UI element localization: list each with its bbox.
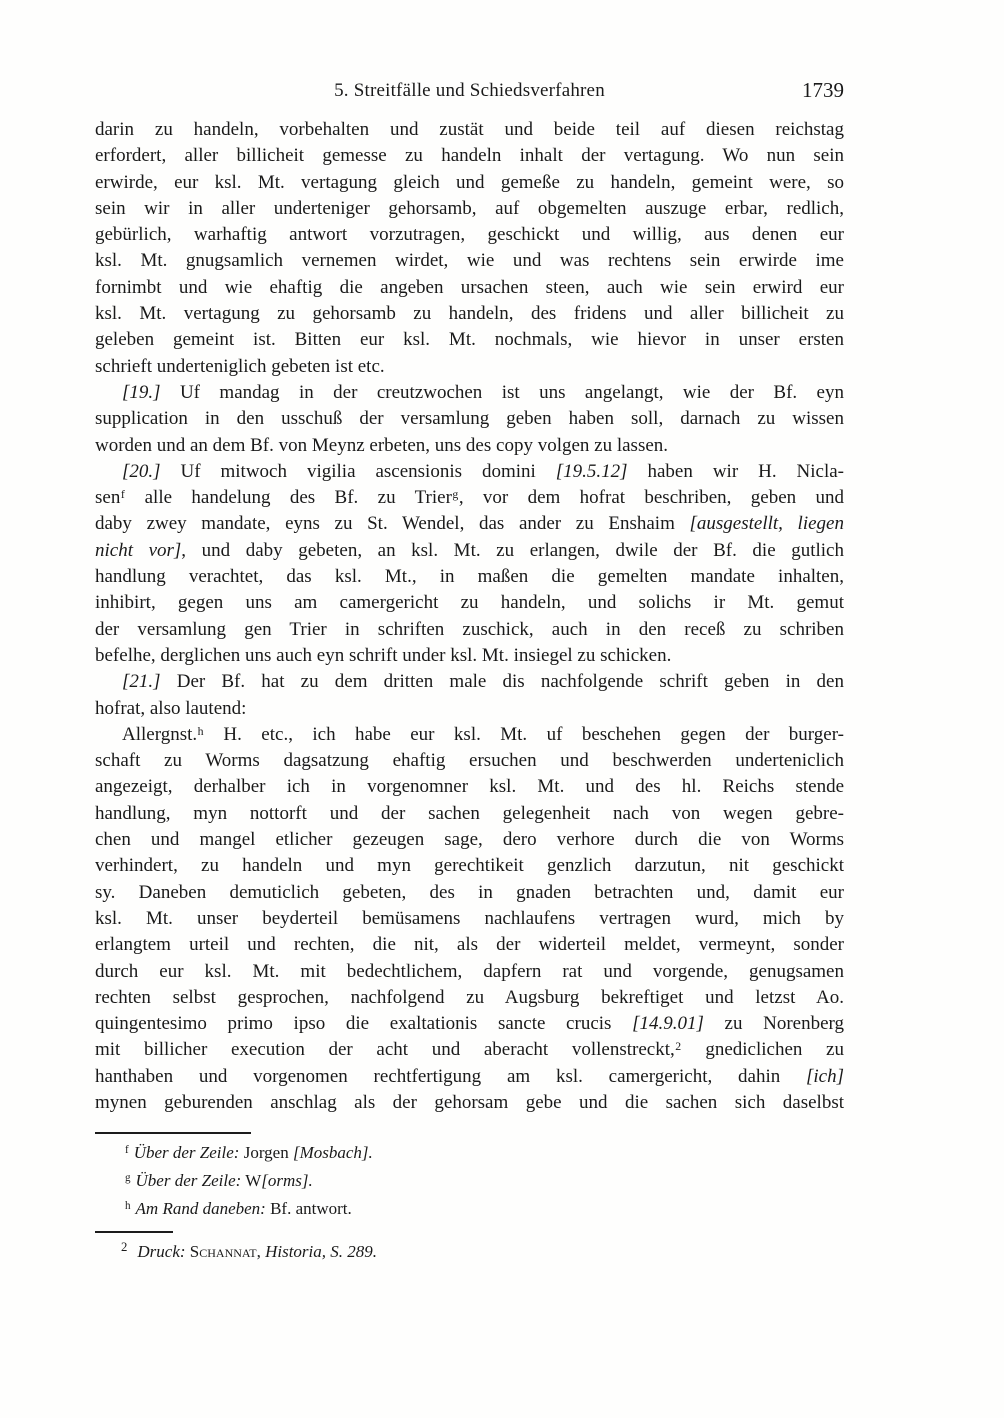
- text-segment: handlung verachtet, das ksl. Mt., in maßen die gemelten mandate inhalten,: [95, 566, 844, 588]
- text-segment: quingentesimo primo ipso die exaltationis sancte crucis: [95, 1013, 633, 1035]
- text-line: [95, 827, 844, 853]
- footnote-marker: g: [125, 1172, 131, 1185]
- italic-text-segment: [ich]: [806, 1065, 844, 1087]
- text-segment: mynen geburenden anschlag als der gehorsam gebe und die sachen sich daselbst: [95, 1091, 844, 1113]
- text-line: [95, 248, 844, 274]
- text-segment: verhindert, zu handeln und myn gerechtikeit genzlich darzutun, nit geschickt: [95, 855, 844, 877]
- text-segment: der versamlung gen Trier in schriften zuschick, auch in den receß zu schriben: [95, 618, 844, 640]
- text-line: [95, 170, 844, 196]
- text-line: [95, 406, 844, 432]
- text-line: [95, 959, 844, 985]
- text-segment: W: [241, 1171, 262, 1190]
- text-line: [95, 722, 844, 748]
- italic-text-segment: [19.]: [122, 381, 161, 403]
- text-line: [95, 275, 844, 301]
- text-line: [95, 222, 844, 248]
- text-segment: ,: [256, 1242, 266, 1261]
- italic-text-segment: [14.9.01]: [632, 1013, 704, 1035]
- text-line: [95, 433, 844, 459]
- text-segment: erwirde, eur ksl. Mt. vertagung gleich und gemeße zu handeln, gemeint were, so: [95, 171, 844, 193]
- text-line: [95, 985, 844, 1011]
- italic-text-segment: [19.5.12]: [555, 460, 628, 482]
- text-segment: erlangtem urteil und rechten, die nit, als der widerteil meldet, vermeynt, sonder: [95, 934, 844, 956]
- smallcaps-text-segment: Schannat: [189, 1242, 257, 1261]
- italic-text-segment: [ausgestellt, liegen: [689, 513, 844, 535]
- text-segment: mit billicher execution der acht und aberacht vollenstreckt,: [95, 1039, 675, 1061]
- text-line: [95, 748, 844, 774]
- text-line: [95, 117, 844, 143]
- text-segment: haben wir H. Nicla-: [627, 460, 845, 482]
- italic-text-segment: nicht vor]: [95, 539, 182, 561]
- text-segment: schaft zu Worms dagsatzung ehaftig ersuchen und beschwerden underteniclich: [95, 750, 844, 772]
- text-segment: Der Bf. hat zu dem dritten male dis nachfolgende schrift geben in den: [160, 671, 844, 693]
- text-segment: inhibirt, gegen uns am camergericht zu handeln, und solichs ir Mt. gemut: [95, 592, 844, 614]
- text-segment: handlung, myn nottorft und der sachen gelegenheit nach von wegen gebre-: [95, 802, 844, 824]
- italic-text-segment: Historia, S. 289.: [265, 1242, 378, 1261]
- apparatus-footnote: [95, 1196, 844, 1224]
- footnote-reference-marker: g: [452, 487, 459, 501]
- italic-text-segment: [orms].: [261, 1171, 313, 1190]
- text-line: [95, 511, 844, 537]
- text-segment: daby zwey mandate, eyns zu St. Wendel, das ander zu Enshaim: [95, 513, 690, 535]
- text-segment: ksl. Mt. gnugsamlich vernemen wirdet, wie und was rechtens sein erwirde ime: [95, 250, 844, 272]
- running-title: 5. Streitfälle und Schiedsverfahren: [334, 80, 605, 101]
- text-line: [95, 932, 844, 958]
- text-line: [95, 538, 844, 564]
- text-line: [95, 617, 844, 643]
- text-line: [95, 380, 844, 406]
- apparatus-footnote: [95, 1168, 844, 1196]
- footnote-area: [95, 1132, 844, 1266]
- numbered-footnotes: [95, 1239, 844, 1266]
- text-line: [95, 485, 844, 511]
- text-segment: worden und an dem Bf. von Meynz erbeten, uns des copy volgen zu lassen.: [95, 434, 669, 456]
- text-segment: erfordert, aller billicheit gemesse zu handeln inhalt der vertagung. Wo nun sein: [95, 145, 844, 167]
- text-segment: fornimbt und wie ehaftig die angeben ursachen steen, auch wie sein erwird eur: [95, 276, 844, 298]
- text-segment: Uf mitwoch vigilia ascensionis domini: [160, 460, 556, 482]
- main-text-column: [95, 117, 844, 1116]
- italic-text-segment: [21.]: [122, 671, 161, 693]
- italic-text-segment: Über der Zeile:: [133, 1143, 240, 1162]
- running-header: [95, 80, 844, 106]
- text-segment: sen: [95, 487, 121, 509]
- italic-text-segment: Über der Zeile:: [135, 1171, 242, 1190]
- text-line: [95, 301, 844, 327]
- text-line: [95, 354, 844, 380]
- text-line: [95, 1037, 844, 1063]
- text-line: [95, 853, 844, 879]
- italic-text-segment: [Mosbach].: [292, 1143, 373, 1162]
- text-segment: ksl. Mt. unser beyderteil bemüsamens nachlaufens vertragen wurd, mich by: [95, 907, 844, 929]
- text-line: [95, 590, 844, 616]
- text-line: [95, 696, 844, 722]
- text-line: [95, 880, 844, 906]
- apparatus-footnote: [95, 1140, 844, 1168]
- text-segment: supplication in den usschuß der versamlung geben haben soll, darnach zu wissen: [95, 408, 844, 430]
- text-segment: hofrat, also lautend:: [95, 697, 247, 719]
- numbered-footnote: [95, 1239, 844, 1266]
- text-segment: Uf mandag in der creutzwochen ist uns angelangt, wie der Bf. eyn: [160, 381, 844, 403]
- text-segment: hanthaben und vorgenomen rechtfertigung am ksl. camergericht, dahin: [95, 1065, 806, 1087]
- text-segment: , und daby gebeten, an ksl. Mt. zu erlangen, dwile der Bf. die gutlich: [181, 539, 844, 561]
- text-line: [95, 459, 844, 485]
- text-segment: rechten selbst gesprochen, nachfolgend zu Augsburg bekreftiget und letzst Ao.: [95, 986, 844, 1008]
- text-segment: Jorgen: [239, 1143, 293, 1162]
- text-segment: zu Norenberg: [703, 1013, 844, 1035]
- text-segment: sein wir in aller underteniger gehorsamb, auf obgemelten auszuge erbar, redlich,: [95, 197, 844, 219]
- text-segment: geleben gemeint ist. Bitten eur ksl. Mt. nochmals, wie hievor in unser ersten: [95, 329, 844, 351]
- italic-text-segment: [20.]: [122, 460, 161, 482]
- footnote-marker: 2: [121, 1240, 128, 1255]
- italic-text-segment: Druck:: [137, 1242, 186, 1261]
- text-line: [95, 1090, 844, 1116]
- footnote-reference-marker: h: [197, 724, 204, 738]
- text-line: [95, 1064, 844, 1090]
- text-line: [95, 643, 844, 669]
- text-segment: gebürlich, warhaftig antwort vorzutragen, geschickt und willig, aus denen eur: [95, 224, 844, 246]
- text-segment: Allergnst.: [122, 723, 198, 745]
- text-segment: H. etc., ich habe eur ksl. Mt. uf beschehen gegen der burger-: [204, 723, 844, 745]
- text-segment: schrieft underteniglich gebeten ist etc.: [95, 355, 385, 377]
- text-line: [95, 1011, 844, 1037]
- apparatus-footnotes: [95, 1140, 844, 1224]
- text-segment: sy. Daneben demuticlich gebeten, des in gnaden betrachten und, damit eur: [95, 881, 844, 903]
- text-line: [95, 669, 844, 695]
- text-segment: gnediclichen zu: [681, 1039, 844, 1061]
- text-line: [95, 143, 844, 169]
- text-segment: alle handelung des Bf. zu Trier: [125, 487, 452, 509]
- text-segment: , vor dem hofrat beschriben, geben und: [458, 487, 845, 509]
- text-segment: Bf. antwort.: [265, 1199, 352, 1218]
- italic-text-segment: Am Rand daneben:: [135, 1199, 266, 1218]
- text-line: [95, 774, 844, 800]
- text-segment: ksl. Mt. vertagung zu gehorsamb zu handeln, des fridens und aller billicheit zu: [95, 303, 844, 325]
- text-line: [95, 564, 844, 590]
- text-line: [95, 196, 844, 222]
- text-segment: angezeigt, derhalber ich in vorgenomner ksl. Mt. und des hl. Reichs stende: [95, 776, 844, 798]
- footnote-separator-rule: [95, 1231, 173, 1233]
- footnote-reference-marker: 2: [675, 1040, 682, 1054]
- footnote-reference-marker: f: [120, 487, 125, 501]
- footnote-marker: h: [125, 1200, 131, 1213]
- apparatus-separator-rule: [95, 1132, 251, 1134]
- text-line: [95, 906, 844, 932]
- text-line: [95, 327, 844, 353]
- text-segment: darin zu handeln, vorbehalten und zustät und beide teil auf diesen reichstag: [95, 119, 844, 140]
- text-segment: durch eur ksl. Mt. mit bedechtlichem, dapfern rat und vorgende, genugsamen: [95, 960, 844, 982]
- text-line: [95, 801, 844, 827]
- footnote-marker: f: [125, 1144, 129, 1157]
- page-number: 1739: [802, 78, 844, 102]
- text-segment: chen und mangel etlicher gezeugen sage, dero verhore durch die von Worms: [95, 829, 844, 851]
- text-segment: befelhe, derglichen uns auch eyn schrift under ksl. Mt. insiegel zu schicken.: [95, 644, 672, 666]
